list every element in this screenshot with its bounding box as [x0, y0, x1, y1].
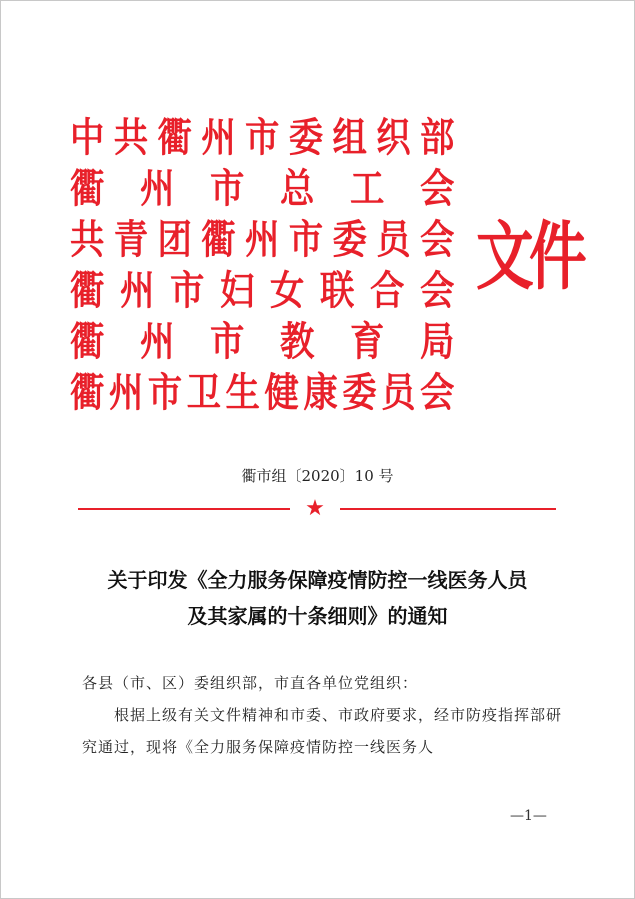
divider-line-left [78, 508, 290, 510]
issuer-list [70, 113, 455, 419]
document-number: 衢市组〔2020〕10 号 [241, 467, 394, 485]
divider-line-right [340, 508, 556, 510]
title-line-1: 关于印发《全力服务保障疫情防控一线医务人员 [107, 568, 528, 592]
issuer-line: 衢 州 市 卫 生 健 康 委 员 会 [70, 370, 455, 416]
issuer-line: 共 青 团 衢 州 市 委 员 会 [70, 217, 455, 263]
document-body [82, 667, 562, 763]
issuer-line: 衢 州 市 总 工 会 [70, 166, 455, 212]
issuer-line: 衢 州 市 教 育 局 [70, 319, 455, 365]
body-paragraph: 根据上级有关文件精神和市委、市政府要求，经市防疫指挥部研究通过，现将《全力服务保障疫情防控一线医务人 [82, 706, 563, 756]
salutation: 各县（市、区）委组织部，市直各单位党组织： [82, 674, 419, 692]
issuer-line: 中 共 衢 州 市 委 组 织 部 [70, 115, 455, 161]
red-divider [78, 496, 556, 521]
page-number: —1— [510, 808, 547, 824]
star-icon: ★ [305, 496, 325, 521]
document-label: 文件 [476, 214, 583, 300]
document-title [60, 562, 575, 634]
issuer-line: 衢 州 市 妇 女 联 合 会 [70, 268, 455, 314]
title-line-2: 及其家属的十条细则》的通知 [187, 604, 448, 628]
